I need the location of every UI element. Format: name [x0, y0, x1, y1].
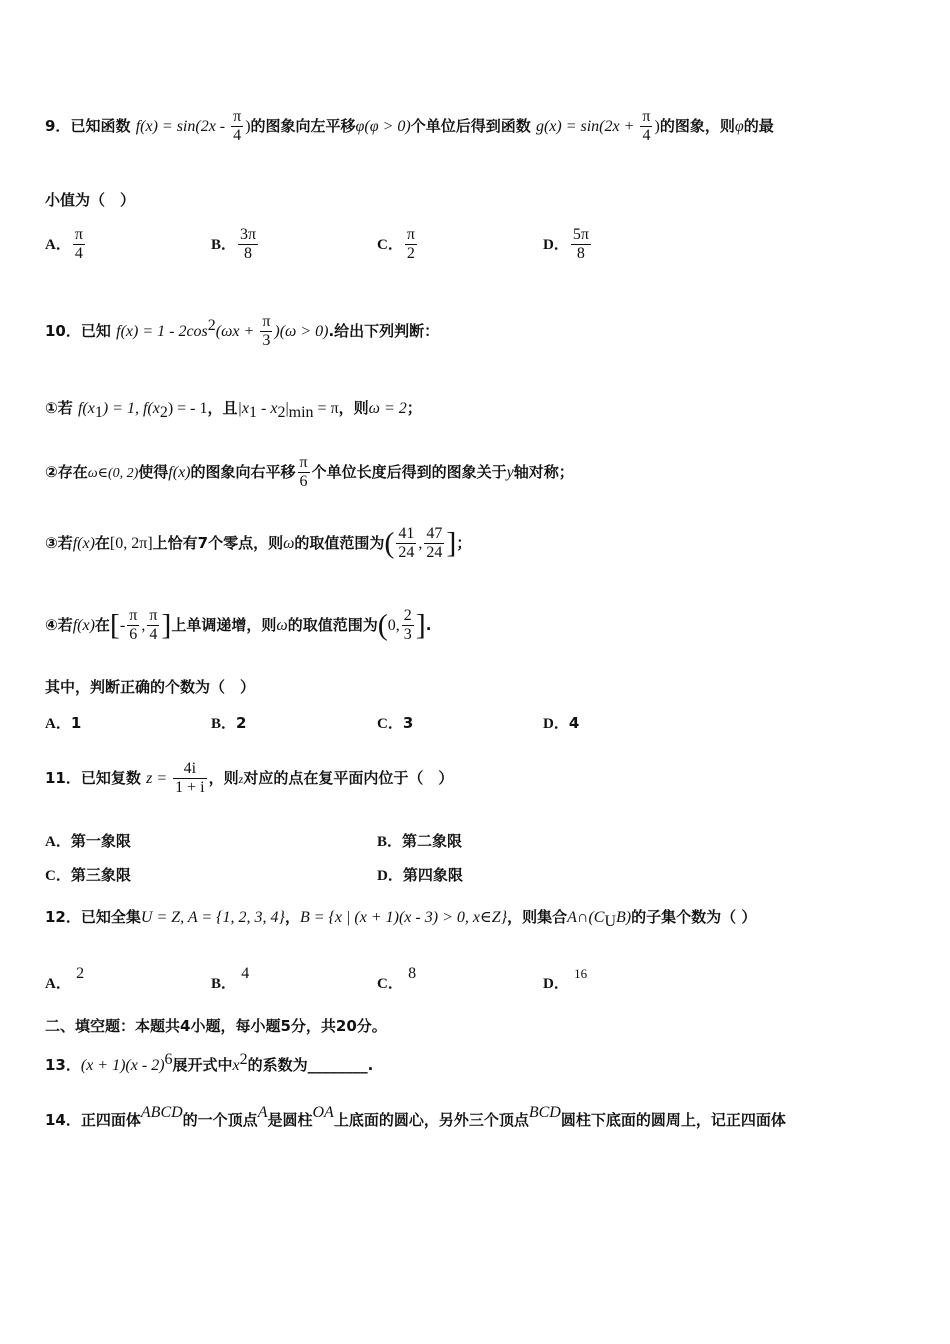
- q13-text: 的系数为: [247, 1056, 308, 1074]
- s-math: 0,: [387, 617, 400, 634]
- option-label: C．: [377, 716, 403, 732]
- q12-math: B = {x | (x + 1)(x - 3) > 0, x∈Z}: [299, 909, 508, 926]
- q9-paren: ): [654, 118, 660, 135]
- s-frac: [298, 454, 310, 491]
- frac-num: π: [642, 108, 651, 125]
- frac-den: 1 + i: [175, 779, 205, 796]
- q9-option-a[interactable]: [45, 226, 87, 263]
- q11-option-d[interactable]: [377, 864, 463, 885]
- s-math: f(x): [72, 535, 95, 552]
- q12-text: 已知全集: [80, 908, 141, 926]
- q12-line: [45, 907, 756, 932]
- q9-line1: [45, 108, 774, 145]
- frac-den: 4: [149, 626, 158, 643]
- s-sub: 1: [249, 404, 258, 421]
- s-math: ω: [276, 617, 288, 634]
- q12-option-b[interactable]: [211, 962, 250, 992]
- s-math: ) = 1, f(x: [102, 400, 160, 417]
- q12-math: U = Z, A = {1, 2, 3, 4}: [140, 909, 285, 926]
- s-frac: [402, 607, 414, 644]
- q9-text: 个单位后得到函数: [410, 117, 531, 135]
- q14-text: 圆柱下底面的圆周上，记正四面体: [560, 1111, 786, 1129]
- q14-text: 是圆柱: [267, 1111, 313, 1129]
- s-text: ③若: [45, 534, 73, 552]
- q12-text: ，: [284, 908, 300, 926]
- option-label: A．: [45, 834, 71, 850]
- q10-text: 已知: [80, 322, 111, 340]
- option-label: A．: [45, 976, 71, 992]
- frac-num: π: [299, 454, 308, 471]
- frac-num: 4i: [173, 760, 206, 779]
- option-text: 第四象限: [402, 866, 463, 884]
- q9-number: 9．: [45, 117, 71, 135]
- s-text: ，则: [338, 399, 369, 417]
- frac-den: 24: [398, 544, 415, 561]
- section-2-heading: 二、填空题：本题共4小题，每小题5分，共20分。: [45, 1017, 387, 1035]
- q11-line: [45, 760, 453, 797]
- option-frac: [405, 226, 417, 263]
- s-math: |: [285, 400, 289, 417]
- s-math: f(x): [72, 617, 95, 634]
- q10-line1: [45, 313, 439, 350]
- s-math: f(x: [77, 400, 95, 417]
- s-math: ω = 2: [368, 400, 407, 417]
- s-frac: [147, 607, 159, 644]
- frac-den: 4: [233, 127, 242, 144]
- q12-option-c[interactable]: [377, 962, 417, 992]
- q13-line: [45, 1050, 373, 1076]
- frac-num: 41: [398, 525, 415, 542]
- q10-text: .给出下列判断：: [328, 322, 440, 340]
- bracket: ]: [446, 526, 457, 560]
- q14-math: A: [257, 1104, 268, 1121]
- bracket: (: [377, 608, 388, 642]
- option-label: B．: [211, 716, 237, 732]
- option-text: 1: [70, 714, 82, 732]
- q14-text: 上底面的圆心，另外三个顶点: [333, 1111, 529, 1129]
- frac-num: π: [233, 108, 242, 125]
- bracket: [: [109, 608, 120, 642]
- option-text: 8: [408, 965, 417, 982]
- option-label: C．: [45, 868, 71, 884]
- frac-den: 2: [406, 245, 415, 262]
- option-label: B．: [211, 237, 237, 253]
- frac-den: 4: [642, 127, 651, 144]
- q12-math: A∩(C: [567, 909, 605, 926]
- frac-den: 6: [129, 626, 138, 643]
- s-text: 的取值范围为: [294, 534, 385, 552]
- option-frac: [571, 226, 591, 263]
- q10-option-c[interactable]: [377, 712, 413, 733]
- s-text: ②存在: [45, 463, 88, 481]
- frac-num: 3π: [240, 226, 257, 243]
- s-math: - x: [257, 400, 278, 417]
- s-sub: 2: [277, 404, 286, 421]
- q14-line: [45, 1104, 786, 1131]
- q10-sq: 2: [207, 317, 216, 334]
- q10-number: 10．: [45, 322, 81, 340]
- s-text: ①若: [45, 399, 73, 417]
- q10-option-b[interactable]: [211, 712, 246, 733]
- q9-option-b[interactable]: [211, 226, 260, 263]
- q9-paren: ): [245, 118, 251, 135]
- q13-math: (x + 1)(x - 2): [80, 1057, 165, 1074]
- frac-num: 2: [403, 607, 412, 624]
- s-math: ω: [283, 535, 295, 552]
- q11-z2: z: [238, 772, 244, 786]
- q10-statement-1: [45, 398, 422, 423]
- q11-number: 11．: [45, 769, 81, 787]
- option-text: 4: [241, 965, 250, 982]
- q10-formula: f(x) = 1 - 2cos: [116, 323, 208, 340]
- s-text: 在: [94, 616, 110, 634]
- s-text: ；: [456, 534, 472, 552]
- q14-math: OA: [312, 1104, 334, 1121]
- option-label: D．: [543, 237, 569, 253]
- s-math: |x: [237, 400, 250, 417]
- s-text: 轴对称；: [513, 463, 574, 481]
- q12-text: ，则集合: [507, 908, 568, 926]
- frac-num: π: [149, 607, 158, 624]
- s-text: 的图象向右平移: [190, 463, 296, 481]
- q14-math: BCD: [528, 1104, 561, 1121]
- frac-den: 3: [262, 332, 271, 349]
- s-math: f(x): [168, 464, 191, 481]
- q13-exp: 6: [164, 1051, 173, 1068]
- q13-exp: 2: [239, 1051, 248, 1068]
- q12-option-d[interactable]: [543, 962, 588, 992]
- option-text: 第一象限: [70, 832, 131, 850]
- frac-den: 6: [299, 473, 308, 490]
- comma: ,: [141, 617, 146, 634]
- q9-g-frac: [640, 108, 652, 145]
- q9-text: 的图象向左平移: [250, 117, 356, 135]
- frac-num: π: [262, 313, 271, 330]
- frac-num: π: [74, 226, 83, 243]
- s-sub: 2: [159, 404, 168, 421]
- option-label: C．: [377, 976, 403, 992]
- bracket: ]: [415, 608, 426, 642]
- bracket: (: [384, 526, 395, 560]
- neg: -: [119, 617, 126, 634]
- q10-question: 其中，判断正确的个数为（ ）: [45, 678, 256, 696]
- q9-g-formula: g(x) = sin(2x +: [535, 118, 639, 135]
- frac-den: 24: [426, 544, 443, 561]
- bracket: ]: [161, 608, 172, 642]
- s-sub-min: min: [288, 404, 314, 421]
- q9-text: 已知函数: [70, 117, 131, 135]
- q9-option-c[interactable]: [377, 226, 419, 263]
- s-text: 上单调递增，则: [171, 616, 277, 634]
- s-text: 在: [94, 534, 110, 552]
- q11-frac: [173, 760, 206, 797]
- option-label: D．: [543, 716, 569, 732]
- q10-formula2: (ωx +: [215, 323, 259, 340]
- q11-text: 已知复数: [80, 769, 141, 787]
- frac-num: π: [406, 226, 415, 243]
- s-math: = π: [313, 400, 339, 417]
- s-sub: 1: [94, 404, 103, 421]
- s-frac: [424, 525, 444, 562]
- q12-number: 12．: [45, 908, 81, 926]
- frac-den: 3: [403, 626, 412, 643]
- q13-text: 展开式中: [172, 1056, 233, 1074]
- q11-option-c[interactable]: [45, 864, 131, 885]
- q11-text: 对应的点在复平面内位于（ ）: [243, 769, 454, 787]
- s-text: .: [425, 616, 432, 634]
- option-label: A．: [45, 716, 71, 732]
- q10-option-a[interactable]: [45, 712, 81, 733]
- q10-option-d[interactable]: [543, 712, 579, 733]
- q10-statement-3: [45, 525, 471, 562]
- option-label: B．: [211, 976, 237, 992]
- s-text: 个单位长度后得到的图象关于: [311, 463, 507, 481]
- s-frac: [127, 607, 139, 644]
- s-text: ，且: [207, 399, 238, 417]
- option-text: 2: [76, 965, 85, 982]
- q10-statement-2: [45, 454, 574, 491]
- option-frac: [73, 226, 85, 263]
- q14-math: ABCD: [140, 1104, 183, 1121]
- q12-option-a[interactable]: [45, 962, 85, 992]
- q12-sub: U: [604, 913, 617, 930]
- q13-text: .: [367, 1056, 374, 1074]
- s-math: ) = - 1: [167, 400, 208, 417]
- option-label: D．: [377, 868, 403, 884]
- s-frac: [396, 525, 416, 562]
- s-math: [0, 2π]: [109, 535, 153, 552]
- q14-text: 的一个顶点: [182, 1111, 258, 1129]
- q9-option-d[interactable]: [543, 226, 593, 263]
- answer-blank[interactable]: ________: [307, 1056, 368, 1074]
- option-text: 16: [574, 966, 588, 981]
- frac-num: π: [129, 607, 138, 624]
- q11-text: ，则: [208, 769, 239, 787]
- option-text: 4: [568, 714, 580, 732]
- q12-math: B): [616, 909, 632, 926]
- option-label: D．: [543, 976, 569, 992]
- option-frac: [238, 226, 258, 263]
- q13-math: x: [232, 1057, 240, 1074]
- frac-den: 8: [576, 245, 585, 262]
- q9-line2: 小值为（ ）: [45, 191, 136, 209]
- option-label: C．: [377, 237, 403, 253]
- q13-number: 13．: [45, 1056, 81, 1074]
- q10-statement-4: [45, 607, 431, 644]
- q9-text: 的图象，则: [659, 117, 735, 135]
- option-text: 第二象限: [402, 832, 463, 850]
- frac-num: 47: [426, 525, 443, 542]
- s-math: ω∈(0, 2): [87, 466, 139, 481]
- s-text: 上恰有7个零点，则: [152, 534, 284, 552]
- frac-den: 8: [244, 245, 253, 262]
- s-text: 的取值范围为: [287, 616, 378, 634]
- option-text: 第三象限: [70, 866, 131, 884]
- option-label: A．: [45, 237, 71, 253]
- q11-option-a[interactable]: [45, 830, 131, 851]
- q11-z: z =: [146, 770, 172, 787]
- q12-text: 的子集个数为（ ）: [631, 908, 757, 926]
- q14-text: 正四面体: [80, 1111, 141, 1129]
- q9-f-formula: f(x) = sin(2x -: [135, 118, 230, 135]
- q9-phi2: φ: [734, 118, 744, 135]
- q9-f-frac: [231, 108, 243, 145]
- q9-text: 的最: [743, 117, 774, 135]
- frac-num: 5π: [572, 226, 589, 243]
- q9-phi: φ(φ > 0): [355, 118, 411, 135]
- q10-frac: [260, 313, 272, 350]
- option-text: 2: [236, 714, 247, 732]
- frac-den: 4: [74, 245, 83, 262]
- q11-option-b[interactable]: [377, 830, 462, 851]
- option-label: B．: [377, 834, 403, 850]
- option-text: 3: [402, 714, 414, 732]
- s-text: ；: [406, 399, 422, 417]
- q10-formula3: )(ω > 0): [274, 323, 329, 340]
- s-text: 使得: [138, 463, 169, 481]
- q14-number: 14．: [45, 1111, 81, 1129]
- comma: ,: [418, 535, 423, 552]
- s-text: ④若: [45, 616, 73, 634]
- s-math: y: [506, 464, 514, 481]
